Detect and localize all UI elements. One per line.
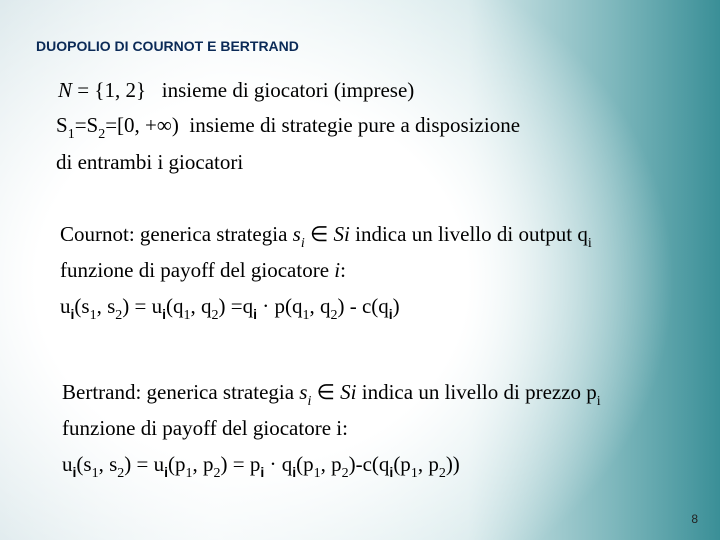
subscript: i	[307, 394, 312, 409]
formula-token: 2	[341, 466, 349, 481]
slide-title: DUOPOLIO DI COURNOT E BERTRAND	[36, 38, 299, 54]
player-index: i	[334, 258, 341, 282]
formula-token: ) =q	[218, 294, 254, 318]
cournot-description: indica un livello di output q	[355, 222, 588, 246]
formula-token: 2	[211, 308, 219, 323]
subscript: 2	[98, 127, 106, 142]
formula-token: 2	[330, 308, 338, 323]
formula-token: (p	[167, 452, 186, 476]
formula-token: i	[72, 464, 77, 480]
formula-token: 1	[183, 308, 191, 323]
formula-token: (p	[296, 452, 314, 476]
formula-token: u	[62, 452, 73, 476]
formula-token: , s	[96, 294, 116, 318]
formula-token: i	[253, 306, 257, 322]
formula-token: 2	[115, 308, 123, 323]
strategies-description: insieme di strategie pure a disposizione	[189, 113, 521, 137]
formula-token: i	[162, 306, 166, 322]
formula-token: 2	[213, 466, 221, 481]
formula-token: i	[260, 464, 265, 480]
players-symbol: N	[58, 78, 73, 102]
formula-token: , p	[417, 452, 439, 476]
formula-token: u	[60, 294, 71, 318]
formula-token: i	[292, 464, 297, 480]
formula-token: 1	[185, 466, 193, 481]
strategy-equality: =S	[74, 113, 99, 137]
cournot-payoff-formula	[60, 294, 400, 323]
formula-token: 2	[438, 466, 446, 481]
formula-token: (s	[74, 294, 90, 318]
formula-token: i	[70, 306, 75, 322]
formula-token: )-c(q	[348, 452, 390, 476]
page-number: 8	[691, 512, 698, 526]
payoff-label: funzione di payoff del giocatore	[60, 258, 335, 282]
formula-token: · p(q	[256, 294, 303, 318]
formula-token: 1	[313, 466, 321, 481]
formula-token: , p	[192, 452, 214, 476]
formula-token: i	[389, 464, 394, 480]
strategies-line-2: di entrambi i giocatori	[56, 150, 244, 174]
formula-token: 2	[117, 466, 125, 481]
cournot-payoff-label	[60, 258, 346, 283]
formula-token: 1	[89, 308, 97, 323]
bertrand-description: indica un livello di prezzo p	[361, 380, 597, 404]
formula-token: , p	[320, 452, 342, 476]
formula-token: (s	[76, 452, 92, 476]
players-set: = {1, 2}	[77, 78, 147, 102]
element-of-symbol: ∈	[310, 222, 329, 246]
formula-token: i	[164, 464, 168, 480]
subscript: i	[587, 236, 592, 251]
subscript: i	[596, 394, 601, 409]
formula-token: ) = u	[124, 452, 165, 476]
bertrand-payoff-label: funzione di payoff del giocatore i:	[62, 416, 348, 440]
formula-token: · q	[264, 452, 293, 476]
formula-token: )	[392, 294, 400, 318]
formula-token: , q	[309, 294, 331, 318]
bertrand-label: Bertrand: generica strategia	[62, 380, 295, 404]
strategy-symbol: s	[299, 380, 308, 404]
bertrand-strategy-line	[62, 380, 601, 409]
formula-token: ) = u	[122, 294, 163, 318]
players-description: insieme di giocatori (imprese)	[161, 78, 415, 102]
formula-token: i	[388, 306, 393, 322]
colon: :	[340, 258, 346, 282]
formula-token: , s	[98, 452, 118, 476]
subscript: 1	[67, 127, 75, 142]
cournot-strategy-line	[60, 222, 592, 251]
formula-token: 1	[91, 466, 99, 481]
formula-token: , q	[190, 294, 212, 318]
formula-token: (q	[165, 294, 184, 318]
formula-token: ) = p	[220, 452, 261, 476]
bertrand-payoff-formula	[62, 452, 460, 481]
strategy-set: Si	[333, 222, 350, 246]
formula-token: (p	[393, 452, 411, 476]
subscript: i	[300, 236, 305, 251]
strategy-set: Si	[340, 380, 357, 404]
formula-token: ) - c(q	[337, 294, 389, 318]
strategy-interval: =[0, +∞)	[105, 113, 179, 137]
formula-token: 1	[410, 466, 418, 481]
strategy-set-symbol: S	[56, 113, 68, 137]
cournot-label: Cournot: generica strategia	[60, 222, 288, 246]
formula-token: 1	[302, 308, 310, 323]
element-of-symbol: ∈	[316, 380, 335, 404]
strategy-symbol: s	[292, 222, 301, 246]
formula-token: ))	[445, 452, 460, 476]
strategies-line	[56, 113, 521, 142]
players-line	[58, 78, 414, 103]
